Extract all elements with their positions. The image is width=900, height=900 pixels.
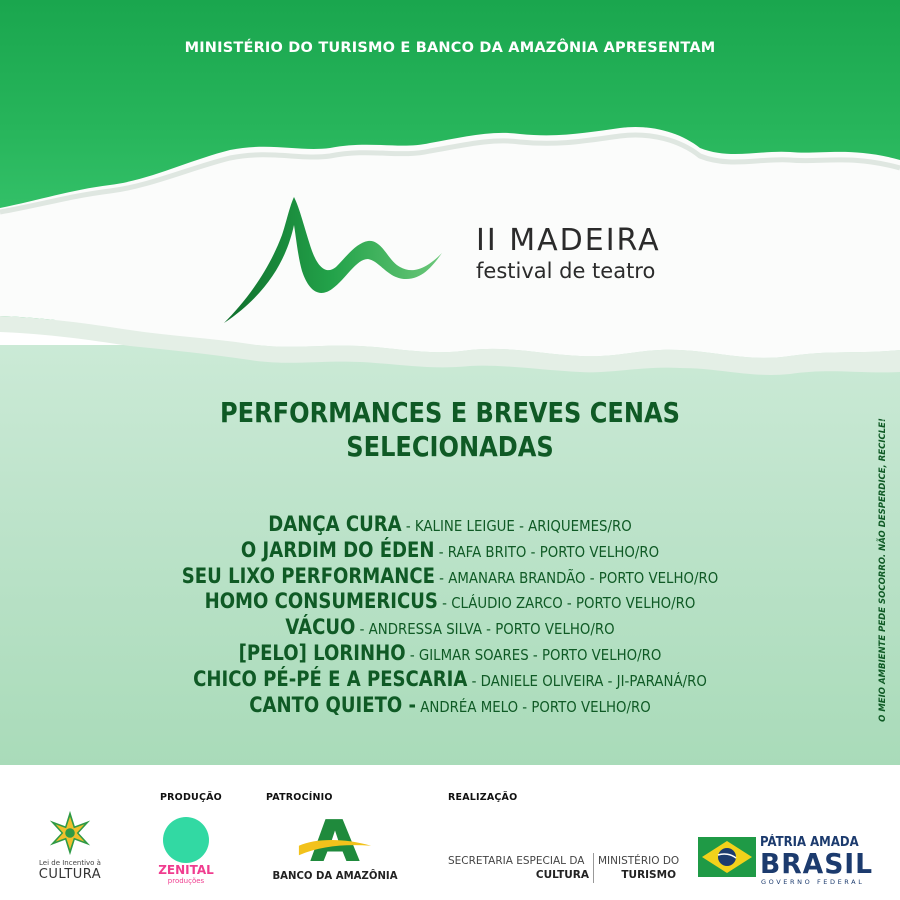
list-item bbox=[63, 615, 837, 641]
governo-federal-text: GOVERNO FEDERAL bbox=[761, 878, 865, 886]
headline bbox=[63, 396, 837, 464]
patrocinio-label: PATROCÍNIO bbox=[266, 792, 333, 803]
brasil-text: BRASIL bbox=[760, 847, 874, 880]
madeira-wave-icon bbox=[222, 195, 452, 325]
list-item bbox=[63, 538, 837, 564]
performance-details: - DANIELE OLIVEIRA - JI-PARANÁ/RO bbox=[467, 671, 707, 690]
performance-title: VÁCUO bbox=[285, 615, 356, 640]
zenital-subtitle: produções bbox=[167, 877, 205, 885]
cultura-big-text: CULTURA bbox=[38, 867, 102, 882]
patria-amada-text: PÁTRIA AMADA bbox=[760, 835, 859, 850]
zenital-name: ZENITAL bbox=[158, 863, 214, 877]
performance-details: - CLÁUDIO ZARCO - PORTO VELHO/RO bbox=[437, 594, 696, 613]
performance-details: - ANDRESSA SILVA - PORTO VELHO/RO bbox=[355, 620, 615, 639]
cultura-star-icon bbox=[46, 809, 94, 857]
ministerio-line-2: TURISMO bbox=[621, 869, 676, 881]
performance-details: - GILMAR SOARES - PORTO VELHO/RO bbox=[405, 645, 662, 664]
footer-divider bbox=[593, 853, 594, 883]
performance-title: SEU LIXO PERFORMANCE bbox=[181, 563, 435, 588]
performance-title: CHICO PÉ-PÉ E A PESCARIA bbox=[193, 666, 468, 691]
festival-title: II MADEIRA bbox=[476, 223, 661, 258]
performance-details: ANDRÉA MELO - PORTO VELHO/RO bbox=[416, 697, 651, 716]
producao-label: PRODUÇÃO bbox=[160, 792, 222, 803]
performance-title: CANTO QUIETO - bbox=[249, 692, 417, 717]
footer bbox=[0, 765, 900, 900]
brasil-flag-icon bbox=[698, 837, 756, 877]
cultura-small-text: Lei de Incentivo à bbox=[39, 859, 101, 867]
presenter-line: MINISTÉRIO DO TURISMO E BANCO DA AMAZÔNIA APRESENTAM bbox=[184, 40, 716, 56]
performance-details: - KALINE LEIGUE - ARIQUEMES/RO bbox=[401, 517, 632, 535]
selection-list bbox=[0, 512, 900, 718]
headline-line-2: SELECIONADAS bbox=[346, 430, 554, 463]
performance-title: DANÇA CURA bbox=[268, 512, 402, 536]
list-item bbox=[63, 641, 837, 667]
secretaria-line-1: SECRETARIA ESPECIAL DA bbox=[448, 855, 585, 867]
performance-title: [PELO] LORINHO bbox=[238, 640, 406, 665]
headline-line-1: PERFORMANCES E BREVES CENAS bbox=[220, 396, 680, 429]
realizacao-label: REALIZAÇÃO bbox=[448, 792, 518, 803]
side-note bbox=[876, 418, 890, 722]
list-item bbox=[63, 667, 837, 693]
performance-title: HOMO CONSUMERICUS bbox=[204, 589, 438, 614]
festival-subtitle: festival de teatro bbox=[476, 259, 656, 283]
performance-details: - RAFA BRITO - PORTO VELHO/RO bbox=[434, 542, 660, 561]
list-item bbox=[63, 693, 837, 719]
list-item bbox=[63, 589, 837, 615]
performance-details: - AMANARA BRANDÃO - PORTO VELHO/RO bbox=[434, 568, 719, 587]
ministerio-line-1: MINISTÉRIO DO bbox=[598, 855, 680, 867]
banco-amazonia-name: BANCO DA AMAZÔNIA bbox=[272, 869, 398, 882]
banco-amazonia-logo-icon bbox=[297, 817, 373, 865]
list-item bbox=[63, 564, 837, 590]
performance-title: O JARDIM DO ÉDEN bbox=[240, 537, 435, 562]
festival-logo bbox=[222, 195, 682, 325]
list-item bbox=[63, 512, 837, 538]
secretaria-line-2: CULTURA bbox=[535, 869, 589, 881]
zenital-logo-icon bbox=[163, 817, 209, 863]
side-note-text: O MEIO AMBIENTE PEDE SOCORRO. NÃO DESPERDICE, RECICLE! bbox=[878, 418, 888, 722]
